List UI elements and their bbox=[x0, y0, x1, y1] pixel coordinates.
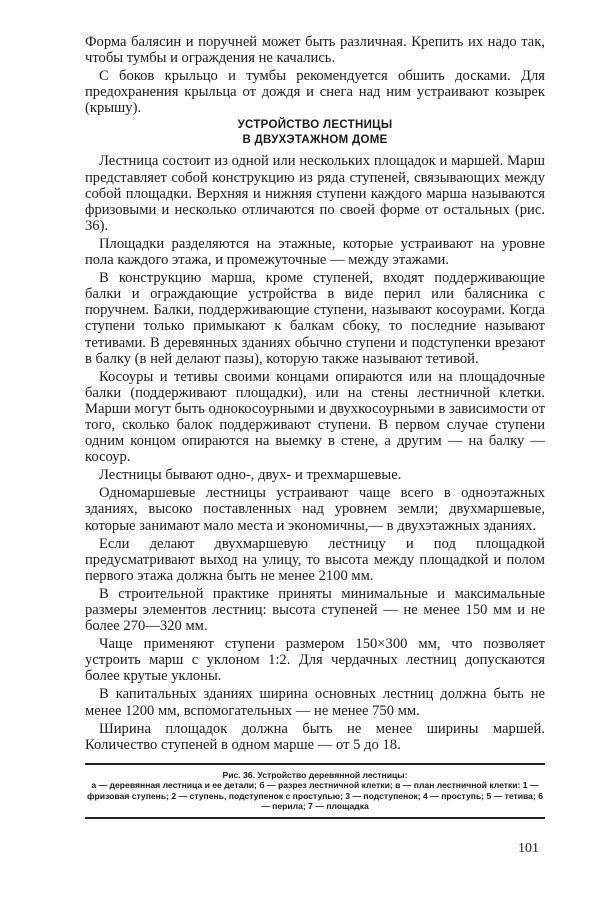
paragraph: Форма балясин и поручней может быть различная. Крепить их надо так, чтобы тумбы и ограждения не качались. bbox=[85, 34, 545, 67]
caption-title: Рис. 36. Устройство деревянной лестницы: bbox=[222, 769, 408, 780]
paragraph: Лестницы бывают одно-, двух- и трехмаршевые. bbox=[99, 467, 402, 484]
paragraph: Одномаршевые лестницы устраивают чаще всего в одноэтажных зданиях, высоко поставленных над уровнем земли; двухмаршевые, которые занимают мало места и экономичны,— в двухэтажных зданиях. bbox=[85, 485, 545, 534]
paragraph: Косоуры и тетивы своими концами опираются или на площадочные балки (поддерживают площадки), или на стены лестничной клетки. Марши могут быть однокосоурными и двухкосоурными в зависимости от того, сколько балок поддерживают ступени. В первом случае ступени одним концом опираются на выемку в стене, а другим — на балку — косоур. bbox=[85, 368, 545, 466]
paragraph: Лестница состоит из одной или нескольких площадок и маршей. Марш представляет собой конструкцию из ряда ступеней, связывающих между собой площадки. Верхняя и нижняя ступени каждого марша называются фризовыми и несколько отличаются по своей форме от остальных (рис. 36). bbox=[85, 153, 545, 234]
paragraph: Чаще применяют ступени размером 150×300 мм, что позволяет устроить марш с уклоном 1:2. Для чердачных лестниц допускаются более крутые уклоны. bbox=[85, 636, 545, 685]
figure-caption bbox=[85, 763, 545, 819]
paragraph: В капитальных зданиях ширина основных лестниц должна быть не менее 1200 мм, вспомогательных — не менее 750 мм. bbox=[85, 686, 545, 719]
paragraph: Если делают двухмаршевую лестницу и под площадкой предусматривают выход на улицу, то высота между площадкой и полом первого этажа должна быть не менее 2100 мм. bbox=[85, 535, 545, 584]
heading-line: УСТРОЙСТВО ЛЕСТНИЦЫ bbox=[237, 119, 393, 132]
heading-line: В ДВУХЭТАЖНОМ ДОМЕ bbox=[242, 134, 388, 147]
paragraph: Площадки разделяются на этажные, которые устраивают на уровне пола каждого этажа, и промежуточные — между этажами. bbox=[85, 235, 545, 269]
paragraph: С боков крыльцо и тумбы рекомендуется обшить досками. Для предохранения крыльца от дождя и снега над ним устраивают козырек (крышу). bbox=[85, 68, 545, 117]
page-body bbox=[85, 0, 545, 857]
paragraph: Ширина площадок должна быть не менее ширины маршей. Количество ступеней в одном марше — от 5 до 18. bbox=[85, 720, 545, 753]
paragraph: В строительной практике приняты минимальные и максимальные размеры элементов лестниц: высота ступеней — не менее 150 мм и не более 270—320 мм. bbox=[85, 585, 545, 635]
caption-body: а — деревянная лестница и ее детали; б — разрез лестничной клетки; в — план лестничной клетки: 1 — фризовая ступень; 2 — ступень, подступенок с проступью; 3 — подступенок; 4 — проступь; 5 — тетива; 6 — перила; 7 — площадка bbox=[87, 780, 543, 812]
paragraph: В конструкцию марша, кроме ступеней, входят поддерживающие балки и ограждающие устройства в виде перил или балясника с поручнем. Балки, поддерживающие ступени, называют косоурами. Когда ступени только примыкают к балкам сбоку, то последние называют тетивами. В деревянных зданиях обычно ступени и подступенки врезают в балку (в ней делают пазы), которую также называют тетивой. bbox=[85, 270, 545, 367]
page-number: 101 bbox=[518, 840, 539, 856]
section-heading bbox=[85, 118, 545, 148]
